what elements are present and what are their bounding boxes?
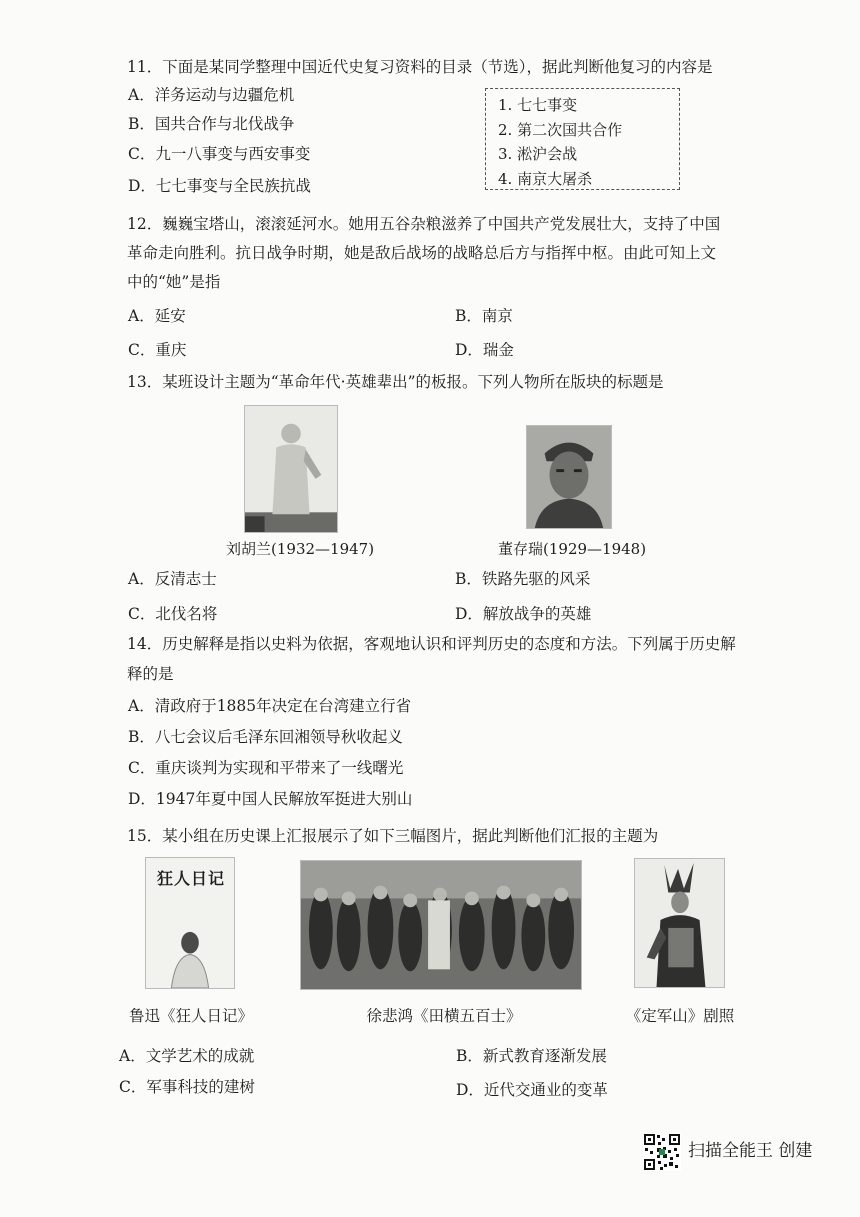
q12-option-b[interactable]: B．南京: [455, 307, 513, 325]
q15-caption-lu-xun: 鲁迅《狂人日记》: [128, 1007, 253, 1025]
q12-option-c[interactable]: C．重庆: [128, 341, 187, 359]
q14-stem-line: 14．历史解释是指以史料为依据，客观地认识和评判历史的态度和方法。下列属于历史解: [127, 635, 736, 653]
q14-option-d[interactable]: D．1947年夏中国人民解放军挺进大别山: [128, 790, 413, 808]
q15-option-c[interactable]: C．军事科技的建树: [119, 1078, 255, 1096]
book-cover-title: 狂人日记: [156, 869, 225, 888]
q11-box-item: 2. 第二次国共合作: [498, 121, 623, 139]
q14-option-a[interactable]: A．清政府于1885年决定在台湾建立行省: [128, 697, 412, 715]
q13-option-b[interactable]: B．铁路先驱的风采: [455, 570, 591, 588]
q11-option-c[interactable]: C．九一八事变与西安事变: [128, 145, 311, 163]
scanner-watermark-text: 扫描全能王 创建: [688, 1141, 813, 1161]
q11-box-item: 3. 淞沪会战: [498, 145, 578, 163]
q11-outline-box: [485, 88, 680, 190]
q13-caption-dong-cunrui: 董存瑞(1929—1948): [498, 540, 647, 558]
q12-option-a[interactable]: A．延安: [128, 307, 186, 325]
q11-box-item: 1. 七七事变: [498, 96, 578, 114]
q11-option-a[interactable]: A．洋务运动与边疆危机: [128, 86, 295, 104]
q11-option-d[interactable]: D．七七事变与全民族抗战: [128, 177, 311, 195]
q14-option-c[interactable]: C．重庆谈判为实现和平带来了一线曙光: [128, 759, 404, 777]
q15-option-a[interactable]: A．文学艺术的成就: [119, 1047, 255, 1065]
q15-option-b[interactable]: B．新式教育逐渐发展: [456, 1047, 607, 1065]
q12-stem-line: 12．巍巍宝塔山，滚滚延河水。她用五谷杂粮滋养了中国共产党发展壮大，支持了中国: [127, 215, 721, 233]
q15-caption-dingjunshan: 《定军山》剧照: [625, 1007, 735, 1025]
q13-caption-liu-hulan: 刘胡兰(1932—1947): [226, 540, 375, 558]
q12-stem-line: 革命走向胜利。抗日战争时期，她是敌后战场的战略总后方与指挥中枢。由此可知上文: [127, 244, 717, 262]
q13-stem: 13．某班设计主题为“革命年代·英雄辈出”的板报。下列人物所在版块的标题是: [127, 373, 664, 391]
q13-option-a[interactable]: A．反清志士: [128, 570, 217, 588]
tian-heng-painting-image: [300, 860, 582, 990]
dingjunshan-opera-photo: [634, 858, 725, 988]
q12-option-d[interactable]: D．瑞金: [455, 341, 514, 359]
lu-xun-portrait-icon: [146, 858, 234, 988]
q14-stem-line: 释的是: [127, 665, 174, 683]
dong-cunrui-portrait-photo: [526, 425, 612, 529]
q13-option-d[interactable]: D．解放战争的英雄: [455, 605, 592, 623]
q15-stem: 15．某小组在历史课上汇报展示了如下三幅图片，据此判断他们汇报的主题为: [127, 827, 659, 845]
kuangren-riji-cover-image: [145, 857, 235, 989]
q11-box-item: 4. 南京大屠杀: [498, 170, 593, 188]
q11-stem: 11．下面是某同学整理中国近代史复习资料的目录（节选），据此判断他复习的内容是: [127, 58, 713, 76]
qr-code-icon: [643, 1133, 681, 1171]
q15-option-d[interactable]: D．近代交通业的变革: [456, 1081, 608, 1099]
q12-stem-line: 中的“她”是指: [127, 273, 221, 291]
liu-hulan-statue-photo: [244, 405, 338, 533]
q13-option-c[interactable]: C．北伐名将: [128, 605, 218, 623]
q14-option-b[interactable]: B．八七会议后毛泽东回湘领导秋收起义: [128, 728, 403, 746]
q15-caption-xu-beihong: 徐悲鸿《田横五百士》: [366, 1007, 522, 1025]
q11-option-b[interactable]: B．国共合作与北伐战争: [128, 115, 295, 133]
